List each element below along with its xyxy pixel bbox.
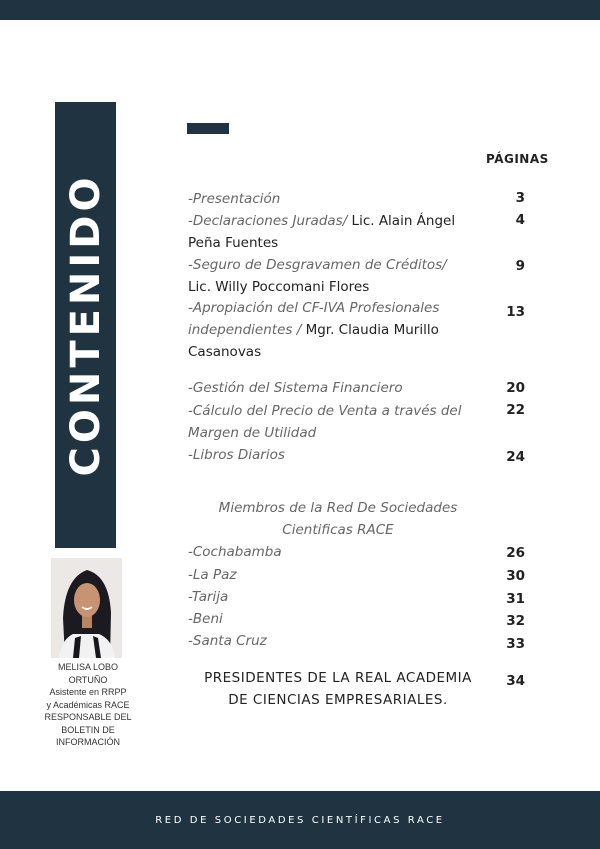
toc-entry-seguro xyxy=(188,254,488,276)
toc-page-number: 30 xyxy=(506,568,525,584)
toc-entry-title: -Seguro de Desgravamen de Créditos/ xyxy=(188,257,447,273)
profile-photo xyxy=(51,558,122,658)
toc-entry-title: Margen de Utilidad xyxy=(188,425,317,441)
caption-line: MELISA LOBO xyxy=(57,662,119,672)
toc-member-title: -La Paz xyxy=(188,567,237,583)
toc-page-number: 22 xyxy=(506,402,525,418)
toc-page-number: 26 xyxy=(506,545,525,561)
toc-member-title: -Tarija xyxy=(188,589,229,605)
toc-page-number: 4 xyxy=(515,212,525,228)
caption-line: BOLETIN DE xyxy=(61,724,115,735)
toc-entry-title: -Gestión del Sistema Financiero xyxy=(188,380,403,396)
footer-text: RED DE SOCIEDADES CIENTÍFICAS RACE xyxy=(155,814,445,826)
toc-entry-title: -Presentación xyxy=(188,191,281,207)
toc-entry-title: -Libros Diarios xyxy=(188,447,285,463)
toc-member-title: -Beni xyxy=(188,611,223,627)
toc-member-title: -Santa Cruz xyxy=(188,633,267,649)
toc-page-number: 33 xyxy=(506,636,525,652)
caption-line: INFORMACIÓN xyxy=(56,737,120,747)
members-heading-line2: Cientificas RACE xyxy=(282,522,394,538)
toc-entry-apropiacion-line2 xyxy=(188,319,488,341)
toc-page-number: 34 xyxy=(506,673,525,689)
toc-page-number: 24 xyxy=(506,449,525,465)
toc-entry-apropiacion xyxy=(188,297,488,319)
accent-bar xyxy=(187,123,229,134)
toc-entry-title: -Declaraciones Juradas/ xyxy=(188,213,348,229)
toc-entry-seguro-line2 xyxy=(188,276,488,298)
toc-entry-calculo-line2 xyxy=(188,422,488,444)
toc-entry-author: Mgr. Claudia Murillo xyxy=(301,322,439,338)
toc-member-tarija xyxy=(188,586,488,608)
toc-entry-declaraciones-line2 xyxy=(188,232,488,254)
toc-entry-declaraciones xyxy=(188,210,488,232)
top-bar xyxy=(0,0,600,20)
toc-entry-author: Lic. Alain Ángel xyxy=(347,213,456,229)
toc-member-santa-cruz xyxy=(188,630,488,652)
toc-entry-title: -Apropiación del CF-IVA Profesionales xyxy=(188,300,440,316)
toc-entry-calculo xyxy=(188,400,488,422)
toc-page-number: 32 xyxy=(506,613,525,629)
caption-line: RESPONSABLE DEL xyxy=(44,712,132,722)
toc-entry-title: -Cálculo del Precio de Venta a través del xyxy=(188,403,462,419)
toc-member-beni xyxy=(188,608,488,630)
footer-bar xyxy=(0,791,600,849)
toc-page-number: 3 xyxy=(515,190,525,206)
toc-entry-libros xyxy=(188,444,488,466)
caption-line: Asistente en RRPP xyxy=(49,687,127,697)
toc-entry-gestion xyxy=(188,377,488,399)
caption-line: y Académicas RACE xyxy=(46,699,130,710)
caption-line: ORTUÑO xyxy=(68,674,108,685)
pages-header: PÁGINAS xyxy=(486,152,549,166)
toc-entry-author: Peña Fuentes xyxy=(188,235,279,251)
sidebar-title: CONTENIDO xyxy=(62,173,109,477)
presidents-line1: PRESIDENTES DE LA REAL ACADEMIA xyxy=(204,670,472,686)
toc-entry-author: Lic. Willy Poccomani Flores xyxy=(188,279,370,295)
toc-page-number: 20 xyxy=(506,380,525,396)
toc-entry-author: Casanovas xyxy=(188,344,262,360)
toc-member-title: -Cochabamba xyxy=(188,544,282,560)
presidents-line2: DE CIENCIAS EMPRESARIALES. xyxy=(228,692,448,708)
profile-caption xyxy=(36,661,140,749)
toc-entry-apropiacion-line3 xyxy=(188,341,488,363)
sidebar-title-band xyxy=(55,102,116,548)
toc-page-number: 31 xyxy=(506,591,525,607)
toc-entry-title: independientes / xyxy=(188,322,302,338)
toc-member-la-paz xyxy=(188,564,488,586)
toc-entry-presentacion xyxy=(188,188,488,210)
person-portrait-icon xyxy=(51,558,122,658)
members-heading-line1: Miembros de la Red De Sociedades xyxy=(218,500,458,516)
toc-page-number: 13 xyxy=(506,304,525,320)
toc-page-number: 9 xyxy=(515,258,525,274)
toc-member-cochabamba xyxy=(188,541,488,563)
